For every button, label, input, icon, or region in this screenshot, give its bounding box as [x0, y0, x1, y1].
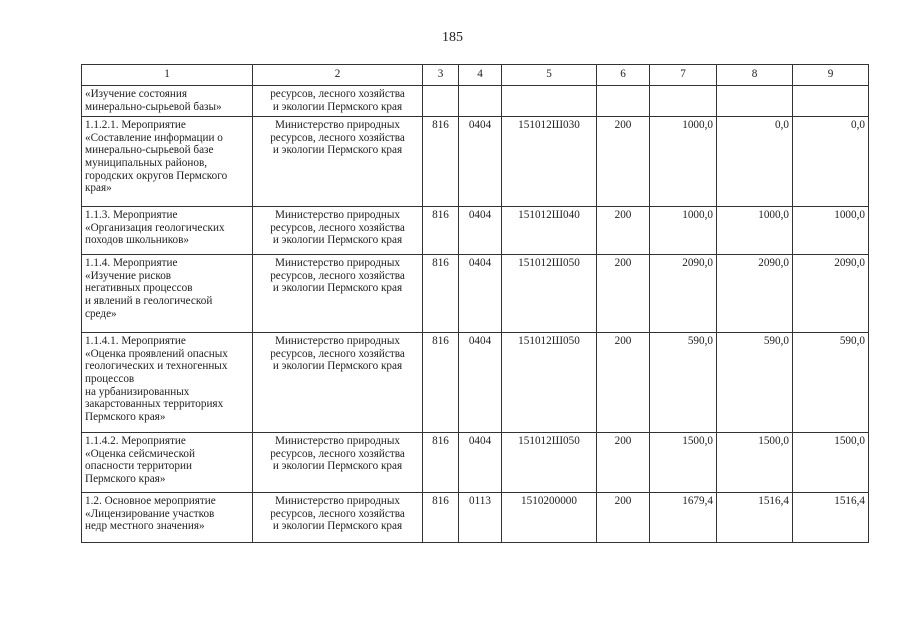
amount-col8-cell: 0,0 [717, 117, 793, 207]
column-header: 9 [793, 65, 869, 86]
expense-type-cell: 200 [597, 255, 650, 333]
budget-table [81, 64, 869, 543]
section-code-cell: 0404 [459, 117, 502, 207]
activity-name-cell: 1.1.4.1. Мероприятие «Оценка проявлений опасных геологических и техногенных процессов на урбанизированных закарстованных территориях Пермского края» [82, 333, 253, 433]
activity-name-cell: «Изучение состояния минерально-сырьевой базы» [82, 86, 253, 117]
section-code-cell: 0404 [459, 333, 502, 433]
executor-cell: ресурсов, лесного хозяйства и экологии Пермского края [253, 86, 423, 117]
activity-name-cell: 1.1.4.2. Мероприятие «Оценка сейсмической опасности территории Пермского края» [82, 433, 253, 493]
amount-col7-cell: 1000,0 [650, 207, 717, 255]
table-row [82, 117, 869, 207]
table-row [82, 433, 869, 493]
column-header: 8 [717, 65, 793, 86]
amount-col8-cell: 1516,4 [717, 493, 793, 543]
ministry-code-cell: 816 [423, 207, 459, 255]
amount-col7-cell: 2090,0 [650, 255, 717, 333]
expense-type-cell: 200 [597, 117, 650, 207]
executor-cell: Министерство природных ресурсов, лесного хозяйства и экологии Пермского края [253, 207, 423, 255]
amount-col7-cell: 590,0 [650, 333, 717, 433]
expense-type-cell [597, 86, 650, 117]
activity-name-cell: 1.1.3. Мероприятие «Организация геологических походов школьников» [82, 207, 253, 255]
amount-col7-cell: 1679,4 [650, 493, 717, 543]
table-row [82, 333, 869, 433]
executor-cell: Министерство природных ресурсов, лесного хозяйства и экологии Пермского края [253, 493, 423, 543]
page-number: 185 [442, 30, 463, 45]
column-header: 7 [650, 65, 717, 86]
amount-col7-cell: 1000,0 [650, 117, 717, 207]
column-header: 3 [423, 65, 459, 86]
column-header: 2 [253, 65, 423, 86]
section-code-cell: 0404 [459, 433, 502, 493]
ministry-code-cell: 816 [423, 433, 459, 493]
table-row [82, 493, 869, 543]
executor-cell: Министерство природных ресурсов, лесного хозяйства и экологии Пермского края [253, 117, 423, 207]
expense-type-cell: 200 [597, 433, 650, 493]
amount-col9-cell: 0,0 [793, 117, 869, 207]
ministry-code-cell: 816 [423, 493, 459, 543]
amount-col9-cell: 590,0 [793, 333, 869, 433]
expense-type-cell: 200 [597, 333, 650, 433]
activity-name-cell: 1.2. Основное мероприятие «Лицензирование участков недр местного значения» [82, 493, 253, 543]
ministry-code-cell: 816 [423, 333, 459, 433]
section-code-cell: 0113 [459, 493, 502, 543]
target-article-cell: 151012Ш050 [502, 333, 597, 433]
header-row [82, 65, 869, 86]
executor-cell: Министерство природных ресурсов, лесного хозяйства и экологии Пермского края [253, 433, 423, 493]
amount-col9-cell: 2090,0 [793, 255, 869, 333]
table-row [82, 255, 869, 333]
ministry-code-cell: 816 [423, 255, 459, 333]
column-header: 6 [597, 65, 650, 86]
ministry-code-cell: 816 [423, 117, 459, 207]
column-header: 5 [502, 65, 597, 86]
activity-name-cell: 1.1.4. Мероприятие «Изучение рисков негативных процессов и явлений в геологической среде» [82, 255, 253, 333]
target-article-cell: 151012Ш050 [502, 255, 597, 333]
amount-col8-cell: 1000,0 [717, 207, 793, 255]
ministry-code-cell [423, 86, 459, 117]
amount-col7-cell [650, 86, 717, 117]
column-header: 4 [459, 65, 502, 86]
amount-col9-cell: 1516,4 [793, 493, 869, 543]
amount-col9-cell: 1500,0 [793, 433, 869, 493]
table-row [82, 207, 869, 255]
amount-col8-cell: 2090,0 [717, 255, 793, 333]
expense-type-cell: 200 [597, 493, 650, 543]
target-article-cell: 151012Ш040 [502, 207, 597, 255]
target-article-cell: 151012Ш030 [502, 117, 597, 207]
amount-col7-cell: 1500,0 [650, 433, 717, 493]
amount-col9-cell [793, 86, 869, 117]
amount-col8-cell: 590,0 [717, 333, 793, 433]
amount-col9-cell: 1000,0 [793, 207, 869, 255]
section-code-cell: 0404 [459, 207, 502, 255]
section-code-cell [459, 86, 502, 117]
target-article-cell: 1510200000 [502, 493, 597, 543]
executor-cell: Министерство природных ресурсов, лесного хозяйства и экологии Пермского края [253, 255, 423, 333]
amount-col8-cell: 1500,0 [717, 433, 793, 493]
amount-col8-cell [717, 86, 793, 117]
target-article-cell: 151012Ш050 [502, 433, 597, 493]
activity-name-cell: 1.1.2.1. Мероприятие «Составление информации о минерально-сырьевой базе муниципальных районов, городских округов Пермского края» [82, 117, 253, 207]
executor-cell: Министерство природных ресурсов, лесного хозяйства и экологии Пермского края [253, 333, 423, 433]
section-code-cell: 0404 [459, 255, 502, 333]
expense-type-cell: 200 [597, 207, 650, 255]
target-article-cell [502, 86, 597, 117]
table-row [82, 86, 869, 117]
column-header: 1 [82, 65, 253, 86]
